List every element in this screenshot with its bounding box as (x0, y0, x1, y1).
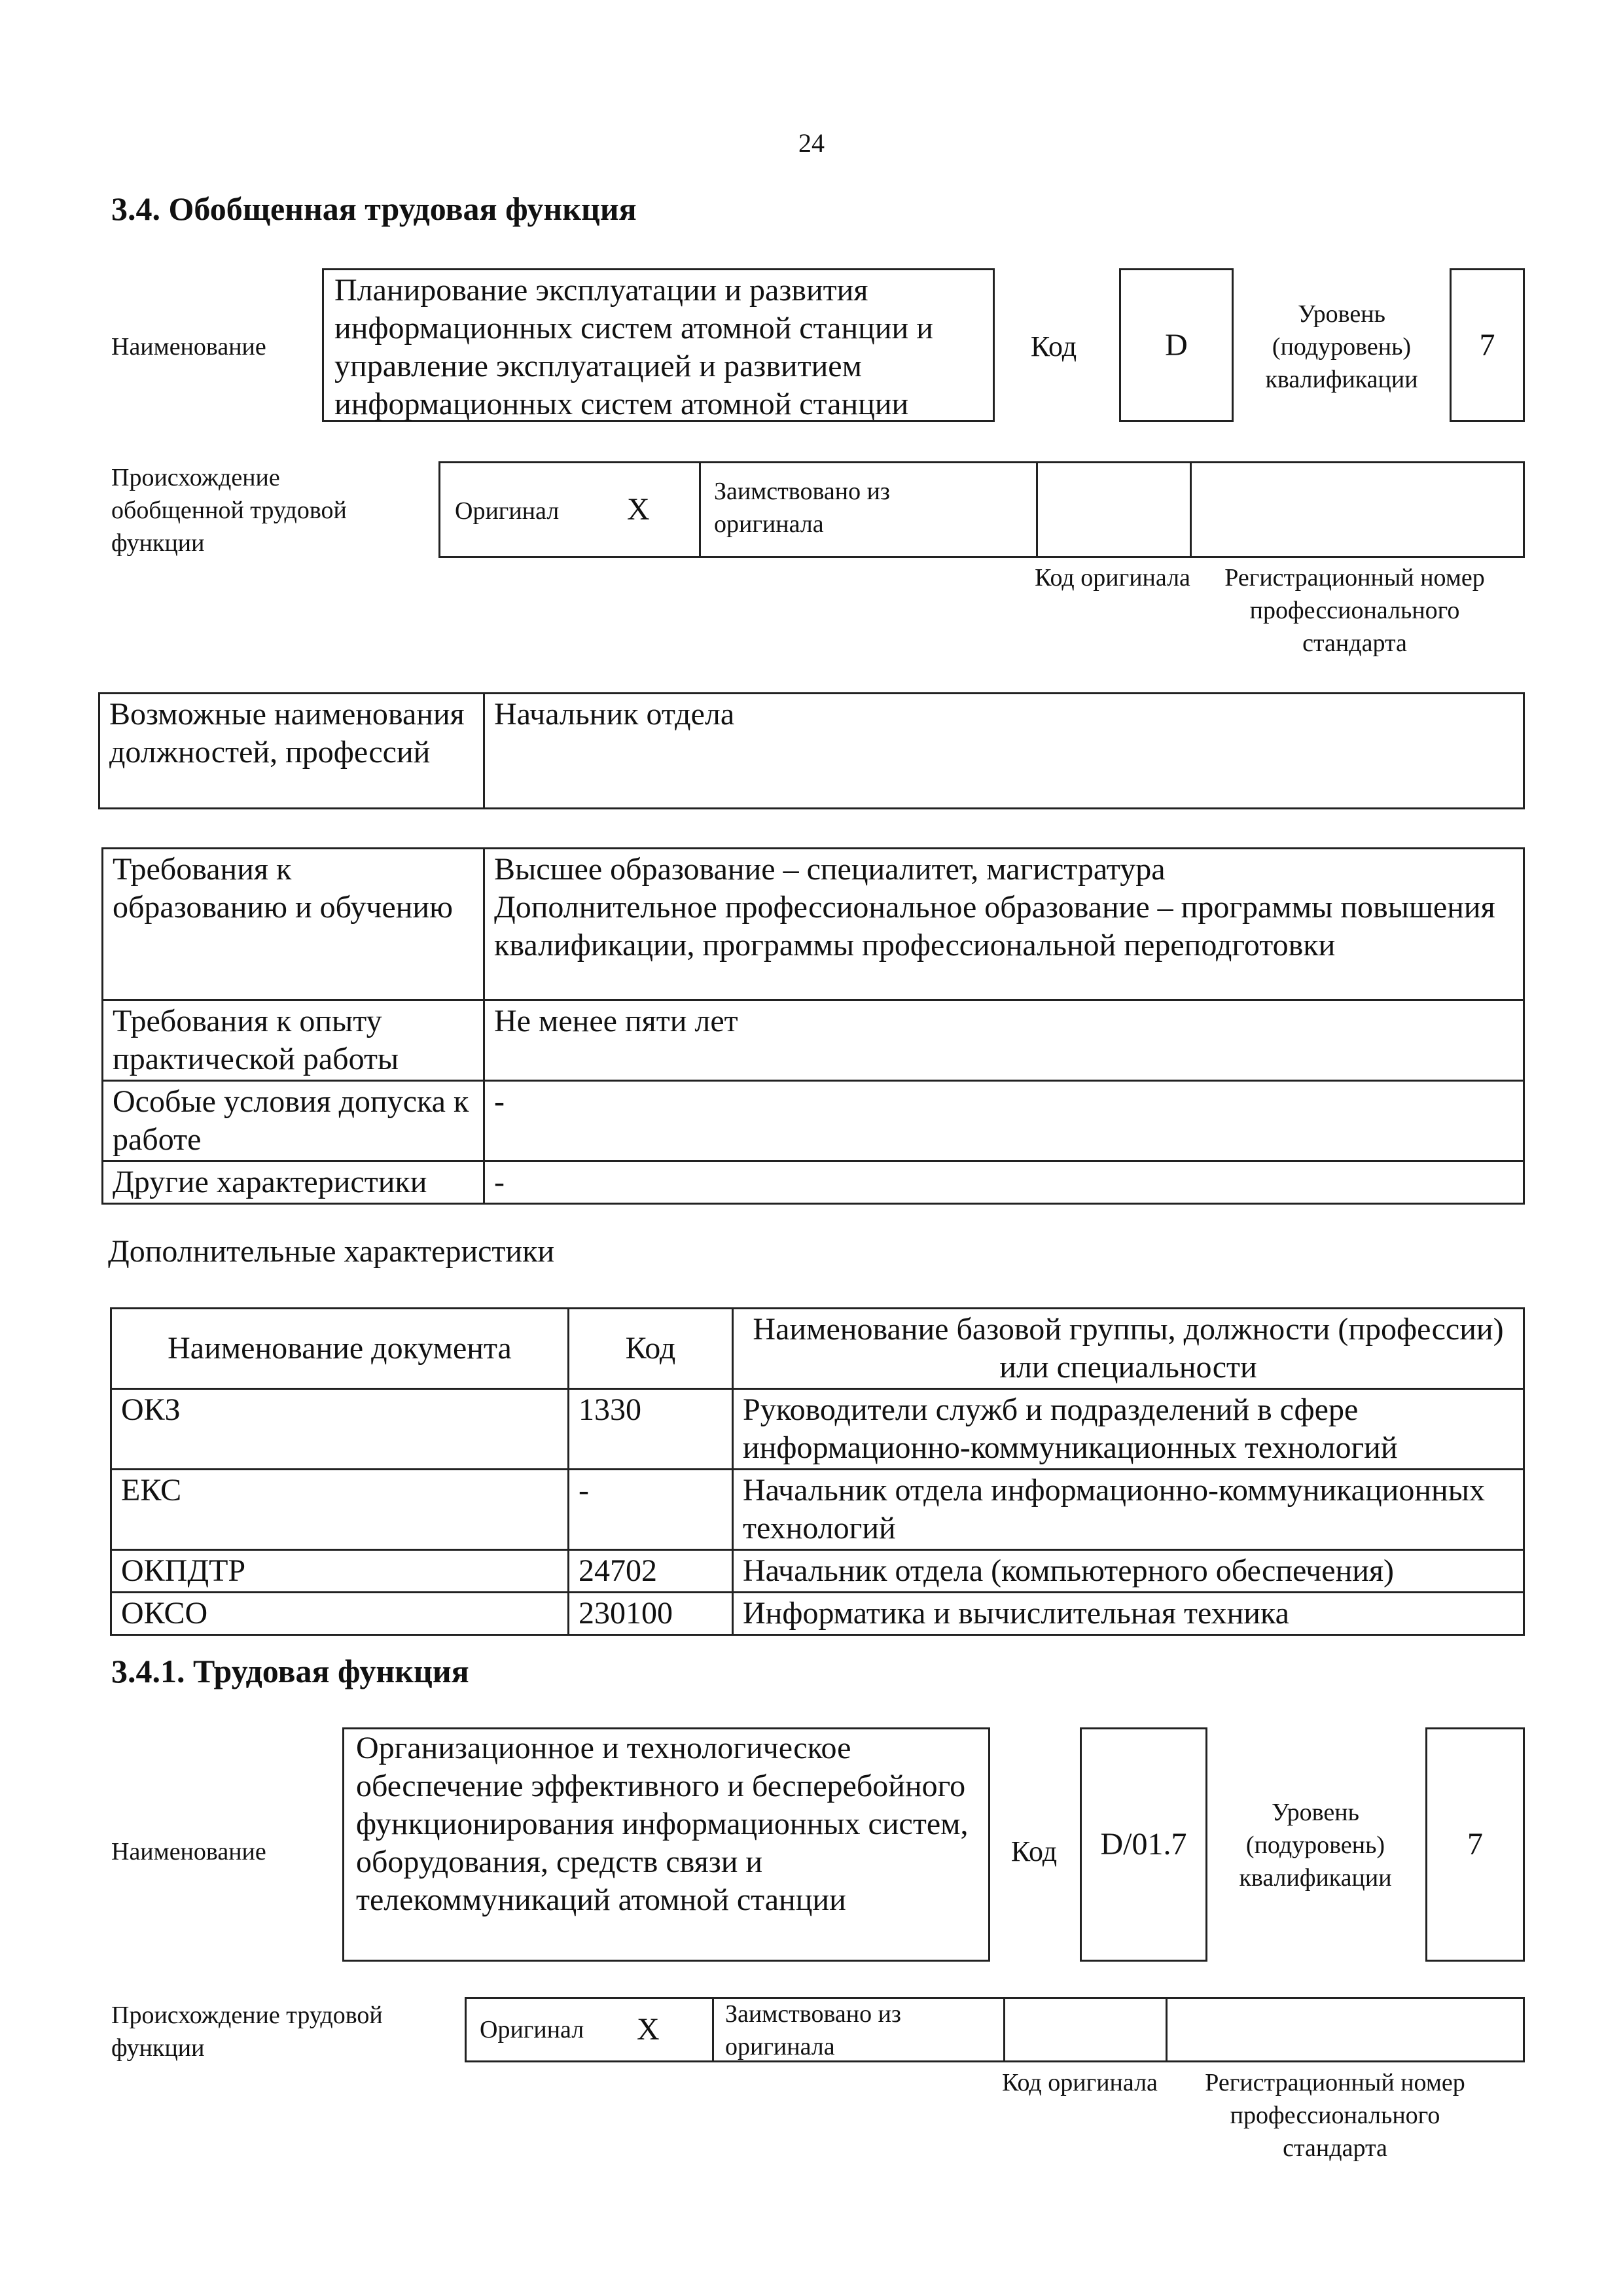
code-cell: 230100 (569, 1593, 733, 1635)
sub-origin-original-label: Оригинал (480, 2016, 584, 2043)
name-cell: Информатика и вычислительная техника (733, 1593, 1524, 1635)
sub-level-box (1425, 1727, 1525, 1962)
sub-origin-table (465, 1997, 1525, 2062)
level-value: 7 (1479, 327, 1495, 362)
code-label: Код (1030, 330, 1077, 362)
sub-origin-borrowed-label: Заимствовано из оригинала (725, 2000, 901, 2060)
additional-table (110, 1307, 1525, 1636)
code-cell: - (569, 1470, 733, 1550)
name-cell: Руководители служб и подразделений в сфере информационно-коммуникационных технологий (733, 1389, 1524, 1470)
sub-level-label: Уровень (подуровень) квалификации (1239, 1799, 1392, 1892)
origin-mark: X (627, 492, 650, 527)
function-name-box (322, 268, 995, 422)
level-label: Уровень (подуровень) квалификации (1265, 300, 1418, 393)
function-name-text: Планирование эксплуатации и развития информационных систем атомной станции и управление эксплуатацией и развитием информационных систем атомной станции (334, 273, 933, 421)
page-number: 24 (798, 128, 825, 158)
origin-borrowed-label: Заимствовано из оригинала (714, 478, 890, 538)
sub-function-name-box (342, 1727, 990, 1962)
header-name: Наименование базовой группы, должности (профессии) или специальности (733, 1309, 1524, 1389)
requirement-value: Высшее образование – специалитет, магистратура Дополнительное профессиональное образование – программы повышения квалификации, программы профессиональной переподготовки (484, 849, 1524, 1000)
requirement-label: Требования к образованию и обучению (103, 849, 484, 1000)
origin-reg-caption: Регистрационный номер профессионального стандарта (1224, 564, 1485, 657)
requirement-row (103, 1081, 1524, 1161)
sub-origin-reg-caption: Регистрационный номер профессионального стандарта (1205, 2069, 1465, 2162)
requirement-row (103, 1000, 1524, 1081)
doc-cell: ОКПДТР (111, 1550, 569, 1593)
requirement-label: Особые условия допуска к работе (103, 1081, 484, 1161)
requirement-label: Требования к опыту практической работы (103, 1000, 484, 1081)
sub-origin-code-caption: Код оригинала (1002, 2069, 1158, 2096)
origin-original-label: Оригинал (455, 497, 560, 525)
name-cell: Начальник отдела информационно-коммуникационных технологий (733, 1470, 1524, 1550)
sub-function-name-text: Организационное и технологическое обеспечение эффективного и бесперебойного функционирования информационных систем, оборудования, средств связи и телекоммуникаций атомной станции (356, 1731, 969, 1917)
sub-origin-label: Происхождение трудовой функции (111, 2002, 383, 2062)
origin-table (438, 461, 1525, 558)
requirement-label: Другие характеристики (103, 1161, 484, 1204)
sub-code-value: D/01.7 (1100, 1827, 1187, 1862)
doc-cell: ОКСО (111, 1593, 569, 1635)
table-row (111, 1389, 1524, 1470)
requirement-value: - (484, 1161, 1524, 1204)
doc-cell: ЕКС (111, 1470, 569, 1550)
code-cell: 24702 (569, 1550, 733, 1593)
requirement-row (103, 1161, 1524, 1204)
table-row (111, 1593, 1524, 1635)
sub-name-label: Наименование (111, 1838, 266, 1865)
name-cell: Начальник отдела (компьютерного обеспечения) (733, 1550, 1524, 1593)
section-title: 3.4. Обобщенная трудовая функция (111, 190, 637, 227)
name-label: Наименование (111, 333, 266, 361)
requirement-value: Не менее пяти лет (484, 1000, 1524, 1081)
header-code: Код (569, 1309, 733, 1389)
positions-label: Возможные наименования должностей, профессий (99, 694, 484, 809)
level-box (1450, 268, 1525, 422)
subsection-title: 3.4.1. Трудовая функция (111, 1653, 469, 1689)
positions-value: Начальник отдела (484, 694, 1524, 809)
additional-title: Дополнительные характеристики (108, 1234, 555, 1269)
positions-table (98, 692, 1525, 809)
code-box (1119, 268, 1234, 422)
header-document: Наименование документа (111, 1309, 569, 1389)
sub-level-value: 7 (1467, 1827, 1483, 1862)
sub-code-box (1080, 1727, 1207, 1962)
table-row (111, 1550, 1524, 1593)
sub-code-label: Код (1010, 1835, 1058, 1867)
requirement-value: - (484, 1081, 1524, 1161)
table-row (111, 1470, 1524, 1550)
code-value: D (1165, 327, 1188, 362)
requirement-row (103, 849, 1524, 1000)
origin-label: Происхождение обобщенной трудовой функции (111, 464, 347, 557)
origin-code-caption: Код оригинала (1035, 564, 1190, 592)
doc-cell: ОКЗ (111, 1389, 569, 1470)
code-cell: 1330 (569, 1389, 733, 1470)
requirements-table (101, 847, 1525, 1205)
sub-origin-mark: X (637, 2012, 660, 2047)
